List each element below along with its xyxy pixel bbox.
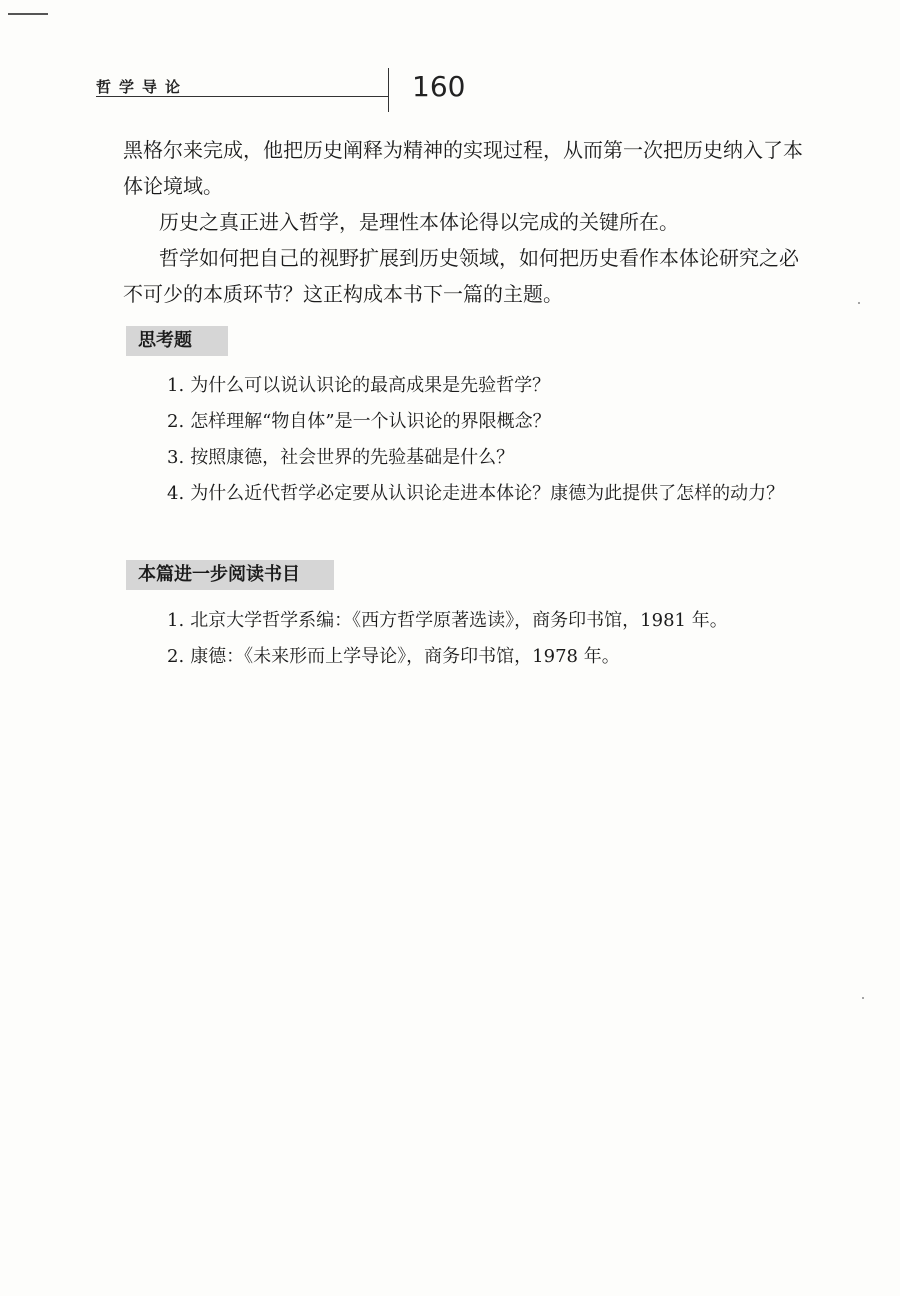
list-item [123, 404, 803, 440]
item-text: 怎样理解“物自体”是一个认识论的界限概念？ [190, 411, 551, 432]
item-number: 3. [167, 447, 185, 468]
paragraph: 历史之真正进入哲学，是理性本体论得以完成的关键所在。 [159, 210, 679, 234]
item-number: 1. [167, 375, 185, 396]
item-number: 4. [167, 483, 185, 504]
list-item [123, 476, 803, 512]
item-number: 2. [167, 646, 185, 667]
scan-speck [858, 302, 860, 304]
list-item [123, 603, 803, 639]
questions-heading: 思考题 [126, 326, 228, 356]
list-item [123, 639, 803, 675]
item-text: 为什么可以说认识论的最高成果是先验哲学？ [190, 375, 551, 396]
list-item [123, 440, 803, 476]
scan-speck [862, 997, 864, 999]
paragraph: 黑格尔来完成，他把历史阐释为精神的实现过程，从而第一次把历史纳入了本体论境域。 [123, 138, 803, 198]
item-text: 按照康德，社会世界的先验基础是什么？ [190, 447, 515, 468]
page-number: 160 [412, 70, 466, 103]
header-divider [388, 68, 389, 112]
scan-mark [8, 13, 48, 15]
reading-heading: 本篇进一步阅读书目 [126, 560, 334, 590]
header-rule [96, 96, 388, 97]
item-text: 北京大学哲学系编：《西方哲学原著选读》，商务印书馆，1981 年。 [190, 610, 728, 631]
body-text [123, 132, 803, 312]
item-text: 为什么近代哲学必定要从认识论走进本体论？康德为此提供了怎样的动力？ [190, 483, 785, 504]
running-header [96, 60, 476, 116]
item-number: 1. [167, 610, 185, 631]
item-number: 2. [167, 411, 185, 432]
item-text: 康德：《未来形而上学导论》，商务印书馆，1978 年。 [190, 646, 620, 667]
reading-list [123, 603, 803, 675]
questions-list [123, 368, 803, 512]
list-item [123, 368, 803, 404]
paragraph: 哲学如何把自己的视野扩展到历史领域，如何把历史看作本体论研究之必不可少的本质环节？这正构成本书下一篇的主题。 [123, 246, 799, 306]
book-title: 哲学导论 [96, 78, 189, 96]
